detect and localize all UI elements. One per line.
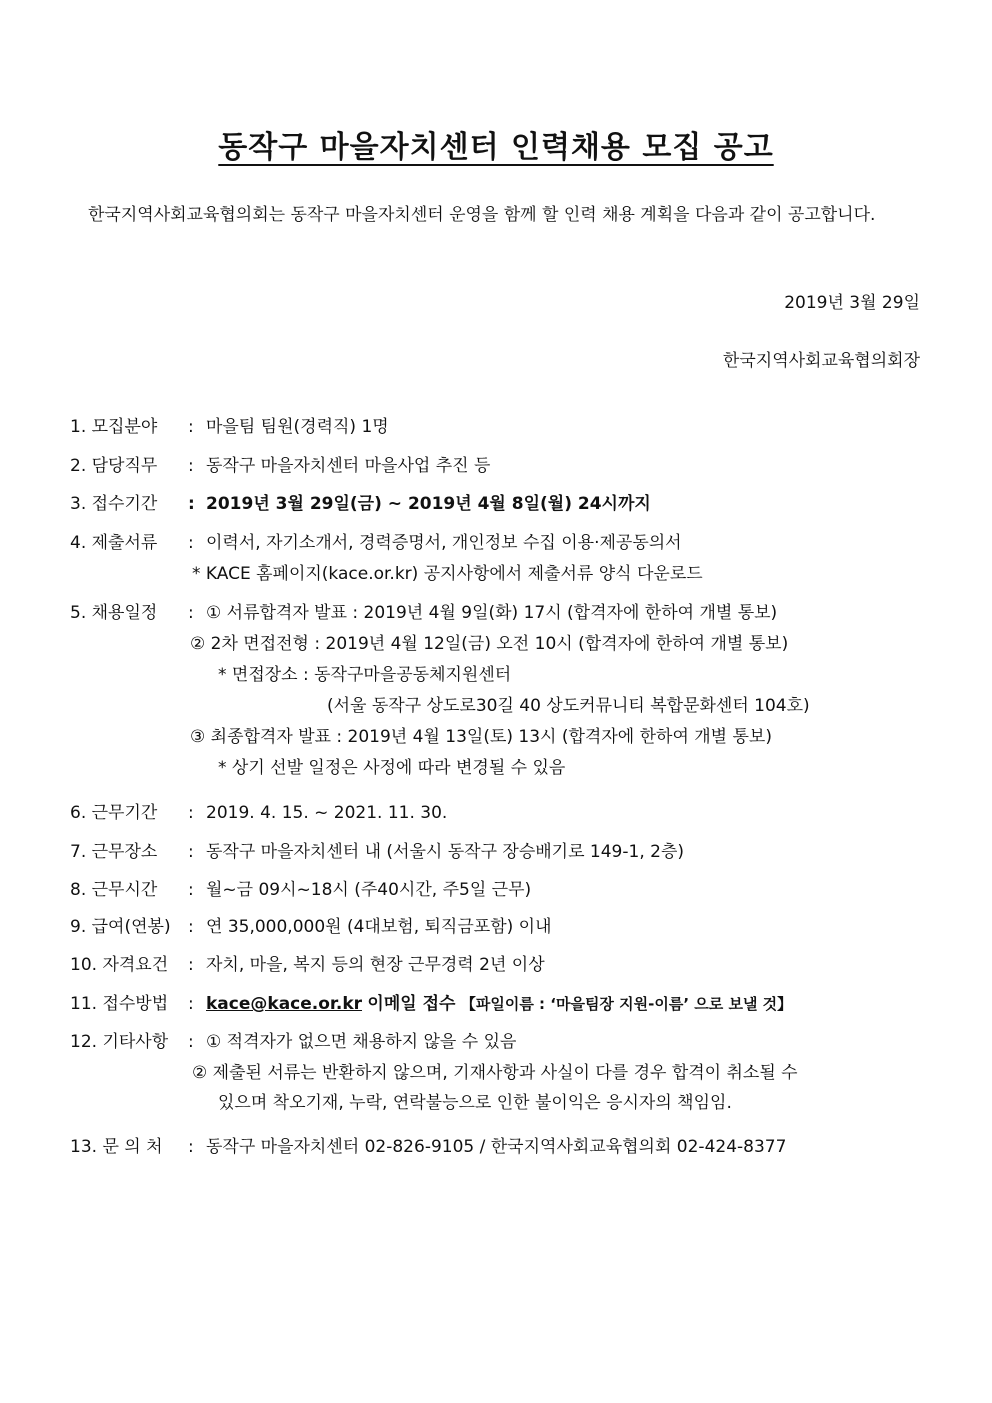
documents-note: * KACE 홈페이지(kace.or.kr) 공지사항에서 제출서류 양식 다운로드	[192, 564, 703, 584]
item-work-hours: 8. 근무시간 : 월~금 09시~18시 (주40시간, 주5일 근무)	[70, 880, 532, 900]
page-title: 동작구 마을자치센터 인력채용 모집 공고	[218, 130, 774, 165]
intro-paragraph: 한국지역사회교육협의회는 동작구 마을자치센터 운영을 함께 할 인력 채용 계획을 다음과 같이 공고합니다.	[88, 205, 876, 225]
item-schedule: 5. 채용일정 : ① 서류합격자 발표 : 2019년 4월 9일(화) 17시 (합격자에 한하여 개별 통보)	[70, 603, 778, 623]
email-link[interactable]: kace@kace.or.kr	[206, 994, 363, 1014]
schedule-interview-place: * 면접장소 : 동작구마을공동체지원센터	[218, 665, 512, 685]
item-documents: 4. 제출서류 : 이력서, 자기소개서, 경력증명서, 개인정보 수집 이용·제공동의서	[70, 533, 682, 553]
item-etc: 12. 기타사항 : ① 적격자가 없으면 채용하지 않을 수 있음	[70, 1032, 517, 1052]
schedule-interview: ② 2차 면접전형 : 2019년 4월 12일(금) 오전 10시 (합격자에 한하여 개별 통보)	[190, 634, 789, 654]
etc-line-2: ② 제출된 서류는 반환하지 않으며, 기재사항과 사실이 다를 경우 합격이 취소될 수	[192, 1063, 798, 1083]
schedule-note: * 상기 선발 일정은 사정에 따라 변경될 수 있음	[218, 758, 566, 778]
schedule-final: ③ 최종합격자 발표 : 2019년 4월 13일(토) 13시 (합격자에 한하여 개별 통보)	[190, 727, 772, 747]
item-application-method: 11. 접수방법 : kace@kace.or.kr 이메일 접수 【파일이름 : ‘마을팀장 지원-이름’ 으로 보낼 것】	[70, 994, 793, 1014]
item-contact: 13. 문 의 처 : 동작구 마을자치센터 02-826-9105 / 한국지역사회교육협의회 02-424-8377	[70, 1137, 787, 1157]
etc-line-3: 있으며 착오기재, 누락, 연락불능으로 인한 불이익은 응시자의 책임임.	[218, 1093, 732, 1113]
announcement-date: 2019년 3월 29일	[784, 293, 920, 313]
announcement-signer: 한국지역사회교육협의회장	[722, 351, 920, 371]
item-work-period: 6. 근무기간 : 2019. 4. 15. ~ 2021. 11. 30.	[70, 803, 448, 823]
item-recruit-field: 1. 모집분야 : 마을팀 팀원(경력직) 1명	[70, 417, 389, 437]
item-salary: 9. 급여(연봉) : 연 35,000,000원 (4대보험, 퇴직금포함) 이내	[70, 917, 552, 937]
item-qualification: 10. 자격요건 : 자치, 마을, 복지 등의 현장 근무경력 2년 이상	[70, 955, 545, 975]
item-application-period: 3. 접수기간 : 2019년 3월 29일(금) ~ 2019년 4월 8일(월) 24시까지	[70, 494, 651, 514]
schedule-interview-address: (서울 동작구 상도로30길 40 상도커뮤니티 복합문화센터 104호)	[327, 696, 810, 716]
item-duty: 2. 담당직무 : 동작구 마을자치센터 마을사업 추진 등	[70, 456, 491, 476]
item-work-place: 7. 근무장소 : 동작구 마을자치센터 내 (서울시 동작구 장승배기로 149-1, 2층)	[70, 842, 684, 862]
